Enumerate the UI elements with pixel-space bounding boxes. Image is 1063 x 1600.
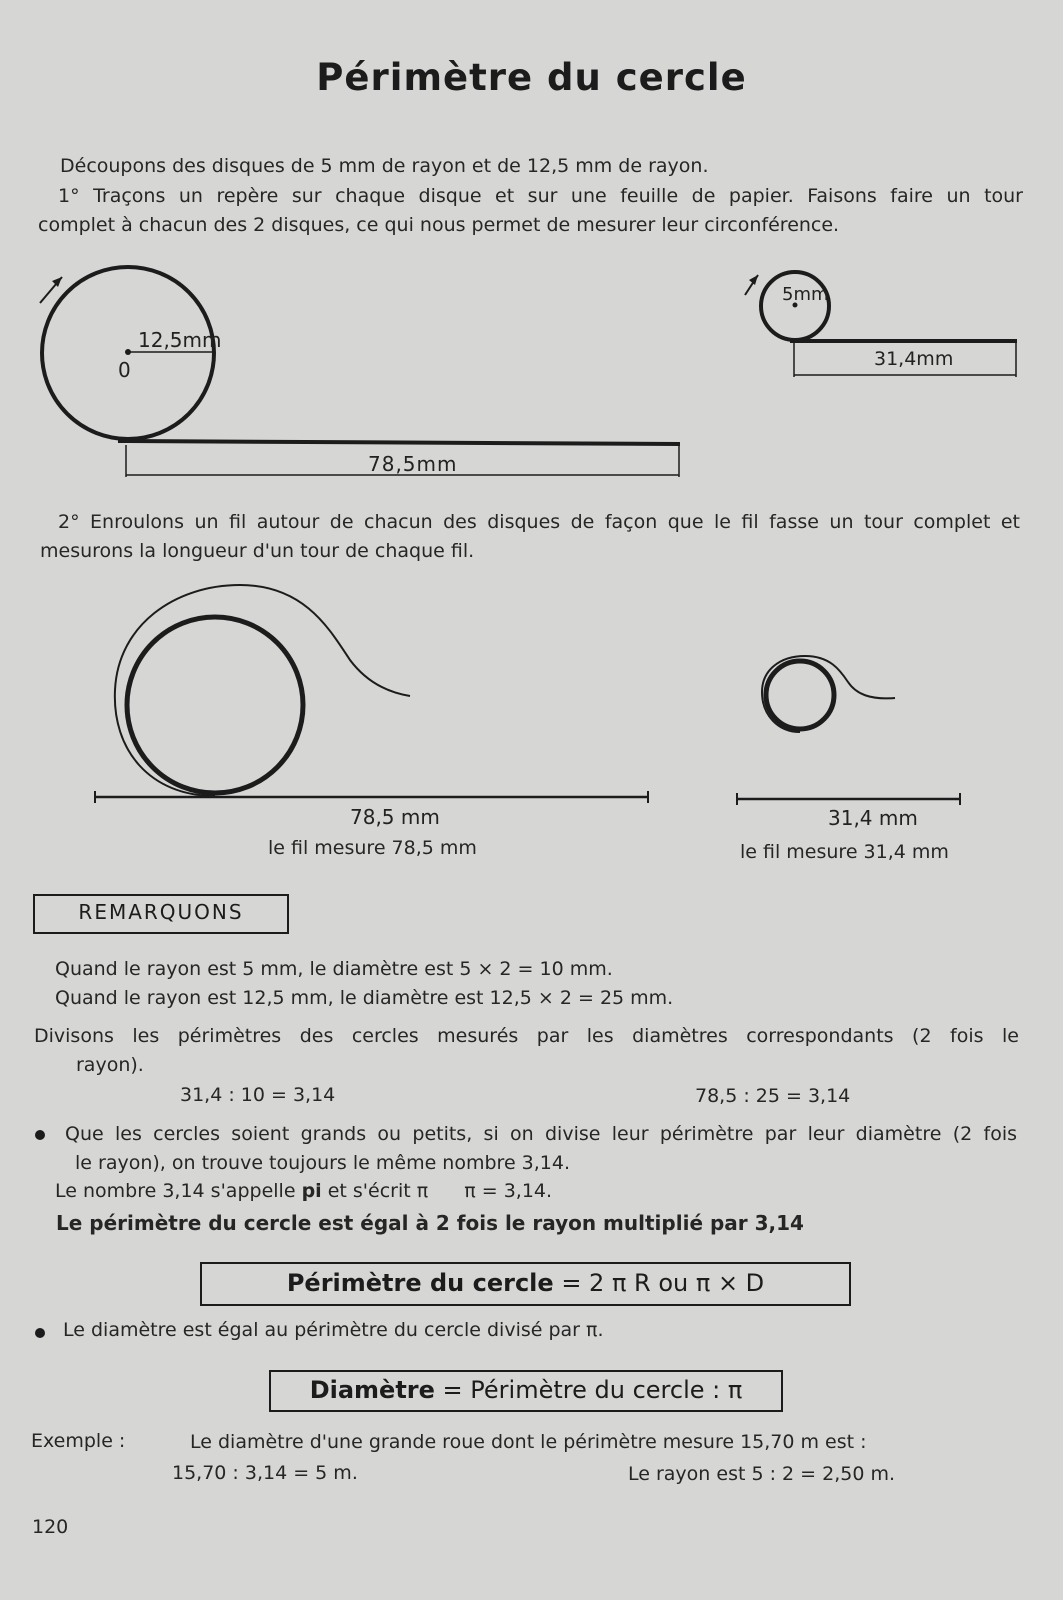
- big-track-line: [118, 441, 680, 444]
- pi-mid: et s'écrit π: [327, 1180, 429, 1202]
- step2-line2: mesurons la longueur d'un tour de chaque fil.: [40, 540, 475, 562]
- rolling-disks-figure: [0, 255, 1063, 490]
- example-label: Exemple :: [31, 1430, 126, 1452]
- bullet1-line1: Que les cercles soient grands ou petits, si on divise leur périmètre par leur diamètre (2 fois: [65, 1123, 1017, 1145]
- diameter-formula-box: [269, 1370, 783, 1412]
- small-thread-disk: [766, 661, 834, 729]
- small-rotation-arrow-icon: [745, 275, 758, 295]
- remark-radius-12-5: Quand le rayon est 12,5 mm, le diamètre est 12,5 × 2 = 25 mm.: [55, 987, 674, 1009]
- big-length-label: 78,5mm: [368, 452, 458, 476]
- calc-big: 78,5 : 25 = 3,14: [695, 1085, 851, 1107]
- diameter-formula-rest: = Périmètre du cercle : π: [434, 1376, 743, 1404]
- division-line1: Divisons les périmètres des cercles mesurés par les diamètres correspondants (2 fois le: [34, 1025, 1019, 1047]
- perimeter-formula-box: [200, 1262, 851, 1306]
- example-line1: Le diamètre d'une grande roue dont le périmètre mesure 15,70 m est :: [190, 1431, 867, 1453]
- big-radius-label: 12,5mm: [138, 328, 222, 352]
- division-paragraph: [34, 1022, 1019, 1080]
- pi-word: pi: [301, 1180, 322, 1202]
- pi-pre: Le nombre 3,14 s'appelle: [55, 1180, 296, 1202]
- page-title: Périmètre du cercle: [316, 56, 747, 99]
- diameter-statement: Le diamètre est égal au périmètre du cercle divisé par π.: [63, 1319, 604, 1341]
- small-length-label: 31,4mm: [874, 348, 954, 370]
- big-thread: [115, 585, 410, 796]
- intro-line: Découpons des disques de 5 mm de rayon et de 12,5 mm de rayon.: [60, 155, 709, 177]
- bullet1-line2: le rayon), on trouve toujours le même nombre 3,14.: [75, 1152, 571, 1174]
- division-line2: rayon).: [76, 1054, 144, 1076]
- big-thread-caption: le fil mesure 78,5 mm: [268, 837, 477, 859]
- perimeter-rule: Le périmètre du cercle est égal à 2 fois le rayon multiplié par 3,14: [56, 1211, 804, 1235]
- small-radius-label: 5mm: [782, 284, 829, 305]
- step1-paragraph: [38, 182, 1023, 240]
- remark-radius-5: Quand le rayon est 5 mm, le diamètre est 5 × 2 = 10 mm.: [55, 958, 613, 980]
- big-thread-disk: [127, 617, 303, 793]
- small-thread-length: 31,4 mm: [828, 806, 918, 830]
- center-label: 0: [118, 358, 131, 382]
- pi-definition: [55, 1177, 552, 1206]
- diameter-formula-bold: Diamètre: [309, 1376, 435, 1404]
- wound-thread-figure: [0, 570, 1063, 820]
- step2-paragraph: [40, 508, 1020, 566]
- bullet1-paragraph: [65, 1120, 1017, 1178]
- bullet-icon: [35, 1328, 45, 1338]
- page-number: 120: [32, 1516, 69, 1538]
- step1-line2: complet à chacun des 2 disques, ce qui nous permet de mesurer leur circonférence.: [38, 214, 840, 236]
- bullet-icon: [35, 1130, 45, 1140]
- example-calc: 15,70 : 3,14 = 5 m.: [172, 1462, 358, 1484]
- calc-small: 31,4 : 10 = 3,14: [180, 1084, 336, 1106]
- perimeter-formula-rest: = 2 π R ou π × D: [553, 1269, 765, 1297]
- big-thread-length: 78,5 mm: [350, 805, 440, 829]
- perimeter-formula-bold: Périmètre du cercle: [286, 1269, 554, 1297]
- pi-equation: π = 3,14.: [464, 1180, 553, 1202]
- diameter-formula: [271, 1372, 781, 1408]
- small-thread-caption: le fil mesure 31,4 mm: [740, 841, 949, 863]
- perimeter-formula: [202, 1264, 849, 1302]
- step2-line1: 2° Enroulons un fil autour de chacun des disques de façon que le fil fasse un tour complet et: [58, 511, 1020, 533]
- step1-line1: 1° Traçons un repère sur chaque disque et sur une feuille de papier. Faisons faire un tour: [58, 185, 1023, 207]
- remarks-heading: REMARQUONS: [78, 900, 244, 924]
- example-radius: Le rayon est 5 : 2 = 2,50 m.: [628, 1463, 896, 1485]
